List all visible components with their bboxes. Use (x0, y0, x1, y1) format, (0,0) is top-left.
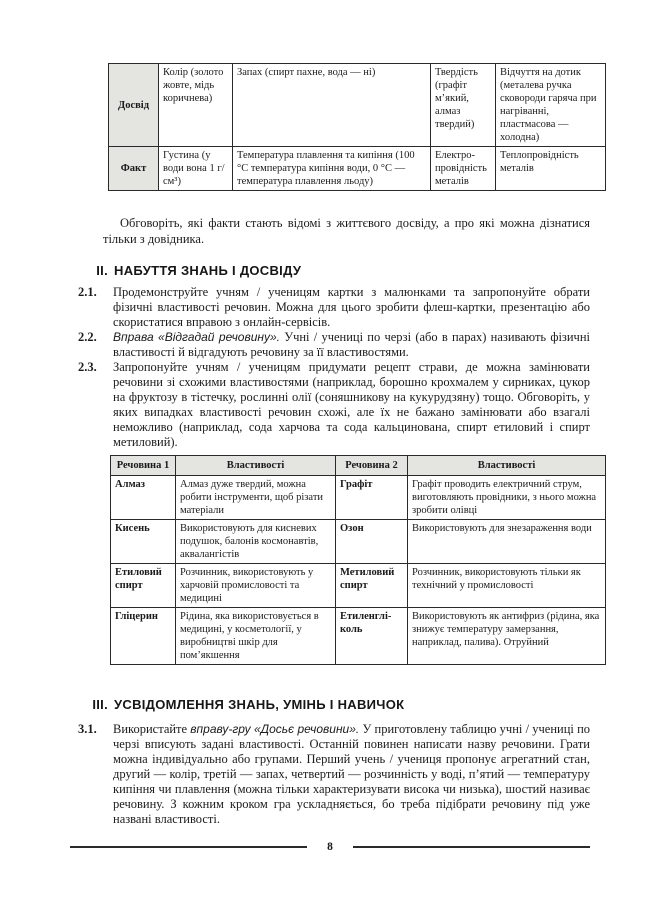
table-row (109, 64, 606, 147)
table-row (109, 147, 606, 191)
list-item (78, 330, 590, 360)
table-cell: Електропровідність металів (431, 147, 496, 191)
discussion-paragraph: Обговоріть, які факти стають відомі з життєвого досвіду, а про які можна дізнатися тільки з довідника. (103, 216, 590, 246)
table-header-row (111, 456, 606, 476)
substance-name: Метиловий спирт (336, 564, 408, 608)
substance-name: Етиловий спирт (111, 564, 176, 608)
table-cell: Рідина, яка використовується в медицині, у косметології, у виробництві шкір для пом’якшення (176, 608, 336, 665)
table-row (111, 564, 606, 608)
table-row (111, 520, 606, 564)
item-body: Запропонуйте учням / ученицям придумати рецепт страви, де можна замінювати речовини зі схожими властивостями (наприклад, борошно крохмалем у сирниках, цукор на фруктозу в тістечку, рослинні олії (соняшникову на кукурудзяну) тощо. Обговоріть, у яких випадках властивості речовин схожі, але їх не бажано замінювати або взагалі неможливо (наприклад, сода харчова та сода кальцинована, спирт етиловий і спирт метиловий). (113, 360, 590, 449)
list-item (78, 285, 590, 330)
substance-name: Графіт (336, 476, 408, 520)
table-cell: Алмаз дуже твердий, можна робити інструменти, щоб різати матеріали (176, 476, 336, 520)
item-text (113, 285, 590, 330)
table-row (111, 476, 606, 520)
item-number: 2.1. (78, 285, 97, 299)
column-header: Речовина 2 (336, 456, 408, 476)
page-footer (70, 840, 590, 854)
table-cell: Температура плавлення та кипіння (100 °С температура кипіння води, 0 °С — температура плавлення льоду) (233, 147, 431, 191)
footer-rule-right (353, 846, 590, 848)
section-title: НАБУТТЯ ЗНАНЬ І ДОСВІДУ (114, 263, 302, 278)
section-3-heading (78, 697, 590, 712)
section-number: ІІІ. (92, 697, 108, 712)
substances-comparison-table (110, 455, 606, 665)
exercise-name: вправу-гру «Досьє речовини». (190, 722, 360, 736)
section-title: УСВІДОМЛЕННЯ ЗНАНЬ, УМІНЬ І НАВИЧОК (114, 697, 405, 712)
substance-name: Етиленгліколь (336, 608, 408, 665)
experience-fact-table (108, 63, 606, 191)
table-cell: Теплопровідність металів (496, 147, 606, 191)
table-cell: Використовують для знезараження води (408, 520, 606, 564)
item-text (113, 360, 590, 450)
table-cell: Запах (спирт пахне, вода — ні) (233, 64, 431, 147)
item-text (113, 722, 590, 827)
item-text (113, 330, 590, 360)
table-cell: Розчинник, використовують тільки як технічний у промисловості (408, 564, 606, 608)
substance-name: Озон (336, 520, 408, 564)
table-cell: Твердість (графіт м’який, алмаз твердий) (431, 64, 496, 147)
item-number: 2.3. (78, 360, 97, 374)
section-2-heading (78, 263, 590, 278)
list-item (78, 722, 590, 827)
table-cell: Густина (у води вона 1 г/см³) (159, 147, 233, 191)
table-cell: Використовують для кисневих подушок, балонів космонавтів, аквалангістів (176, 520, 336, 564)
substance-name: Алмаз (111, 476, 176, 520)
column-header: Властивості (408, 456, 606, 476)
table-cell: Відчуття на дотик (металева ручка сковороди гаряча при нагріванні, пластмасова — холодна) (496, 64, 606, 147)
table-cell: Розчинник, використовують у харчовій промисловості та медицині (176, 564, 336, 608)
item-body: Продемонструйте учням / ученицям картки з малюнками та запропонуйте обрати фізичні властивості речовин. Можна для цього зробити флеш-картки, презентацію або скористатися вправою з онлайн-сервісів. (113, 285, 590, 329)
item-body: У приготовлену таблицю учні / учениці по черзі вписують задані властивості. Останній повинен написати назву речовини. Грати можна індивідуально або групами. Перший учень / учениця пропонує агрегатний стан, другий — колір, третій — запах, четвертий — розчинність у воді, п’ятий — температуру кипіння чи плавлення (можна тільки характеризувати висока чи низька), шостий називає речовину. З кожним кроком гра ускладняється, бо треба підібрати речовину під уже названі властивості. (113, 722, 591, 826)
list-item (78, 360, 590, 450)
table-cell: Колір (золото жовте, мідь коричнева) (159, 64, 233, 147)
item-lead: Використайте (113, 722, 188, 736)
section-3-items (78, 722, 590, 827)
item-number: 3.1. (78, 722, 97, 736)
row-label: Досвід (109, 64, 159, 147)
table-cell: Графіт проводить електричний струм, виготовляють провідники, з нього можна зробити олівці (408, 476, 606, 520)
page-number: 8 (327, 841, 333, 853)
substance-name: Гліцерин (111, 608, 176, 665)
column-header: Речовина 1 (111, 456, 176, 476)
item-number: 2.2. (78, 330, 97, 344)
section-2-items (78, 285, 590, 450)
exercise-name: Вправа «Відгадай речовину». (113, 330, 281, 344)
section-number: ІІ. (96, 263, 108, 278)
row-label: Факт (109, 147, 159, 191)
column-header: Властивості (176, 456, 336, 476)
table-cell: Використовують як антифриз (рідина, яка знижує температуру замерзання, наприклад, палива). Отруйний (408, 608, 606, 665)
table-row (111, 608, 606, 665)
item-body: Учні / учениці по черзі (або в парах) називають фізичні властивості й відгадують речовину за її властивостями. (113, 330, 590, 359)
substance-name: Кисень (111, 520, 176, 564)
footer-rule-left (70, 846, 307, 848)
